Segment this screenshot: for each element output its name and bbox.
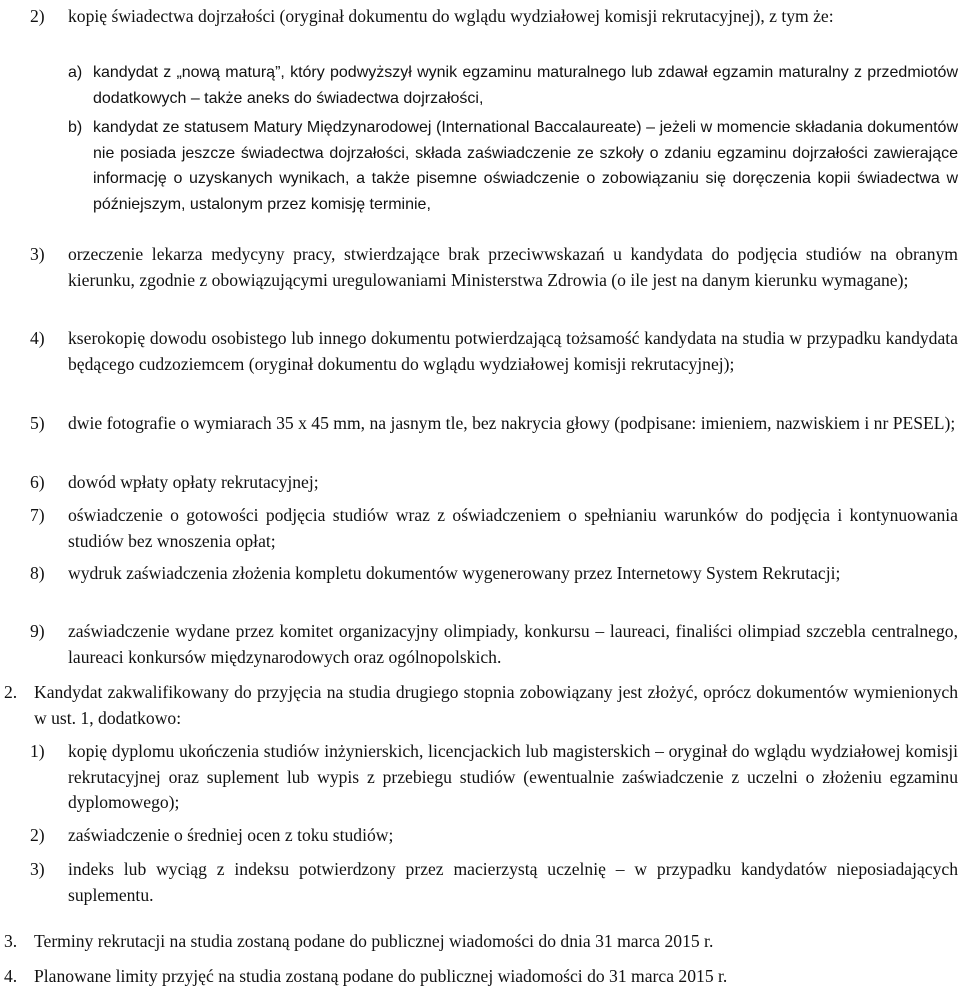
section-4 [4, 964, 958, 990]
section-text: Terminy rekrutacji na studia zostaną podane do publicznej wiadomości do dnia 31 marca 2015 r. [34, 931, 714, 951]
list-item-2 [30, 4, 958, 30]
item-text: dowód wpłaty opłaty rekrutacyjnej; [68, 472, 319, 492]
section-number: 4. [4, 966, 18, 986]
item-number: 2) [30, 825, 45, 845]
item-text: zaświadczenie o średniej ocen z toku studiów; [68, 825, 394, 845]
sub-item-letter: b) [68, 119, 83, 136]
item-number: 3) [30, 244, 45, 264]
item-text: orzeczenie lekarza medycyny pracy, stwierdzające brak przeciwwskazań u kandydata do podjęcia studiów na obranym kierunku, zgodnie z obowiązującymi uregulowaniami Ministerstwa Zdrowia (o ile jest na danym kierunku wymagane); [68, 244, 958, 290]
item-text: indeks lub wyciąg z indeksu potwierdzony przez macierzystą uczelnię – w przypadku kandydatów nieposiadających suplementu. [68, 859, 958, 905]
item-text: kopię dyplomu ukończenia studiów inżynierskich, licencjackich lub magisterskich – oryginał do wglądu wydziałowej komisji rekrutacyjnej oraz suplement lub wypis z przebiegu studiów (ewentualnie zaświadczenie z uczelni o złożeniu egzaminu dyplomowego); [68, 741, 958, 812]
section-text: Kandydat zakwalifikowany do przyjęcia na studia drugiego stopnia zobowiązany jest złożyć, oprócz dokumentów wymienionych w ust. 1, dodatkowo: [34, 682, 958, 728]
item-number: 7) [30, 505, 45, 525]
item-number: 5) [30, 413, 45, 433]
item-number: 3) [30, 859, 45, 879]
list-item-7 [30, 503, 958, 554]
list-item-5 [30, 411, 958, 437]
section-text: Planowane limity przyjęć na studia zostaną podane do publicznej wiadomości do 31 marca 2015 r. [34, 966, 728, 986]
item-text: kopię świadectwa dojrzałości (oryginał dokumentu do wglądu wydziałowej komisji rekrutacyjnej), z tym że: [68, 6, 834, 26]
item-number: 9) [30, 621, 45, 641]
list-item-8 [30, 561, 958, 587]
section-2 [4, 680, 958, 731]
item-text: kserokopię dowodu osobistego lub innego dokumentu potwierdzającą tożsamość kandydata na studia w przypadku kandydata będącego cudzoziemcem (oryginał dokumentu do wglądu wydziałowej komisji rekrutacyjnej); [68, 328, 958, 374]
section-number: 2. [4, 682, 18, 702]
sub-item-text: kandydat z „nową maturą”, który podwyższył wynik egzaminu maturalnego lub zdawał egzamin maturalny z przedmiotów dodatkowych – także aneks do świadectwa dojrzałości, [93, 64, 958, 107]
list-item-9 [30, 619, 958, 670]
section-2-item-2 [30, 823, 958, 849]
item-text: wydruk zaświadczenia złożenia kompletu dokumentów wygenerowany przez Internetowy System Rekrutacji; [68, 563, 841, 583]
sub-item-a [68, 60, 958, 111]
sub-item-text: kandydat ze statusem Matury Międzynarodowej (International Baccalaureate) – jeżeli w momencie składania dokumentów nie posiada jeszcze świadectwa dojrzałości, składa zaświadczenie ze szkoły o zdaniu egzaminu dojrzałości zawierające informację o uzyskanych wynikach, a także pisemne oświadczenie o zobowiązaniu się doręczenia kopii świadectwa w późniejszym, ustalonym przez komisję terminie, [93, 119, 958, 213]
list-item-3 [30, 242, 958, 293]
item-text: zaświadczenie wydane przez komitet organizacyjny olimpiady, konkursu – laureaci, finaliści olimpiad szczebla centralnego, laureaci konkursów międzynarodowych oraz ogólnopolskich. [68, 621, 958, 667]
section-2-item-3 [30, 857, 958, 908]
item-text: oświadczenie o gotowości podjęcia studiów wraz z oświadczeniem o spełnianiu warunków do podjęcia i kontynuowania studiów bez wnoszenia opłat; [68, 505, 958, 551]
item-number: 1) [30, 741, 45, 761]
item-number: 6) [30, 472, 45, 492]
list-item-6 [30, 470, 958, 496]
item-number: 2) [30, 6, 45, 26]
item-number: 8) [30, 563, 45, 583]
sub-item-b [68, 115, 958, 217]
section-3 [4, 929, 958, 955]
section-number: 3. [4, 931, 18, 951]
item-number: 4) [30, 328, 45, 348]
item-text: dwie fotografie o wymiarach 35 x 45 mm, na jasnym tle, bez nakrycia głowy (podpisane: imieniem, nazwiskiem i nr PESEL); [68, 413, 956, 433]
list-item-4 [30, 326, 958, 377]
sub-item-letter: a) [68, 64, 83, 81]
section-2-item-1 [30, 739, 958, 816]
